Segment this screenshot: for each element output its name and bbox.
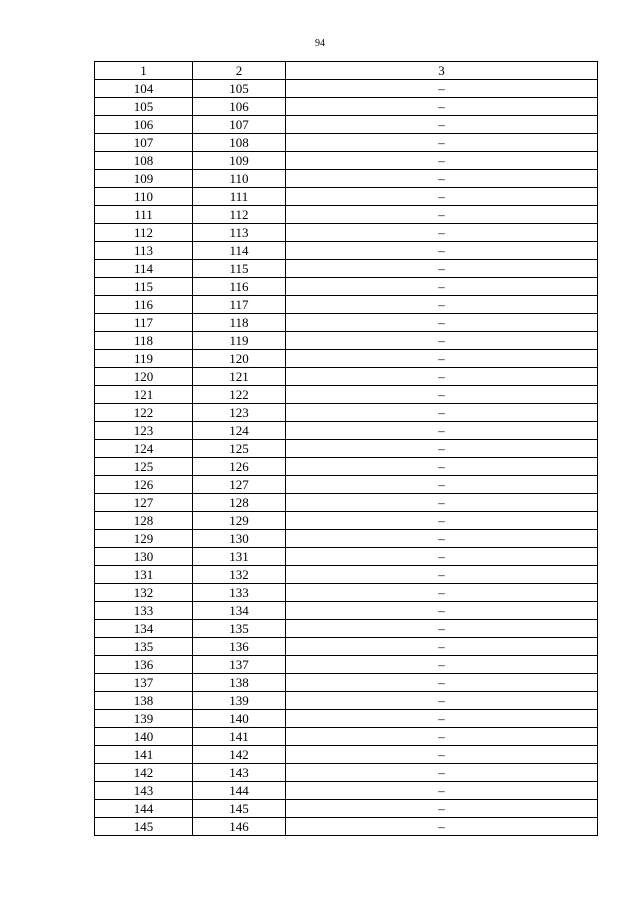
table-row (95, 332, 598, 350)
table-cell-col-3: – (286, 98, 598, 116)
table-cell-col-3: – (286, 422, 598, 440)
table-cell-col-3: – (286, 242, 598, 260)
table-cell-col-2: 139 (193, 692, 286, 710)
table-cell-col-2: 145 (193, 800, 286, 818)
table-cell-col-3: – (286, 710, 598, 728)
table-row (95, 494, 598, 512)
table-cell-col-1: 133 (95, 602, 193, 620)
table-cell-col-3: – (286, 296, 598, 314)
table-row (95, 80, 598, 98)
table-cell-col-1: 124 (95, 440, 193, 458)
table-cell-col-1: 126 (95, 476, 193, 494)
table-cell-col-1: 141 (95, 746, 193, 764)
table-cell-col-2: 106 (193, 98, 286, 116)
table-cell-col-2: 138 (193, 674, 286, 692)
table-cell-col-3: – (286, 350, 598, 368)
table-row (95, 620, 598, 638)
table-cell-col-2: 121 (193, 368, 286, 386)
table-row (95, 224, 598, 242)
table-body (95, 80, 598, 836)
table-row (95, 116, 598, 134)
table-cell-col-3: – (286, 638, 598, 656)
table-cell-col-1: 139 (95, 710, 193, 728)
table-row (95, 152, 598, 170)
table-row (95, 710, 598, 728)
table-row (95, 98, 598, 116)
table-cell-col-3: – (286, 566, 598, 584)
table-row (95, 566, 598, 584)
table-cell-col-1: 105 (95, 98, 193, 116)
table-row (95, 512, 598, 530)
table-cell-col-3: – (286, 764, 598, 782)
table-cell-col-1: 122 (95, 404, 193, 422)
table-cell-col-2: 146 (193, 818, 286, 836)
table-cell-col-1: 127 (95, 494, 193, 512)
table-cell-col-3: – (286, 620, 598, 638)
table-cell-col-2: 135 (193, 620, 286, 638)
table-cell-col-1: 120 (95, 368, 193, 386)
table-cell-col-3: – (286, 800, 598, 818)
table-row (95, 800, 598, 818)
table-row (95, 602, 598, 620)
table-cell-col-1: 107 (95, 134, 193, 152)
table-cell-col-3: – (286, 152, 598, 170)
table-cell-col-2: 144 (193, 782, 286, 800)
table-cell-col-2: 125 (193, 440, 286, 458)
table-cell-col-1: 144 (95, 800, 193, 818)
table-cell-col-1: 132 (95, 584, 193, 602)
table-cell-col-2: 117 (193, 296, 286, 314)
table-cell-col-1: 110 (95, 188, 193, 206)
table-cell-col-1: 118 (95, 332, 193, 350)
table-cell-col-1: 108 (95, 152, 193, 170)
table-row (95, 638, 598, 656)
table-row (95, 188, 598, 206)
table-cell-col-3: – (286, 674, 598, 692)
table-cell-col-2: 133 (193, 584, 286, 602)
table-cell-col-3: – (286, 818, 598, 836)
table-row (95, 530, 598, 548)
table-cell-col-1: 137 (95, 674, 193, 692)
table-cell-col-2: 110 (193, 170, 286, 188)
table-row (95, 368, 598, 386)
table-cell-col-1: 135 (95, 638, 193, 656)
table-cell-col-2: 120 (193, 350, 286, 368)
table-cell-col-2: 109 (193, 152, 286, 170)
table-cell-col-3: – (286, 386, 598, 404)
table-cell-col-1: 130 (95, 548, 193, 566)
data-table (94, 61, 598, 836)
table-cell-col-1: 125 (95, 458, 193, 476)
table-row (95, 296, 598, 314)
table-cell-col-2: 108 (193, 134, 286, 152)
table-cell-col-2: 131 (193, 548, 286, 566)
table-cell-col-2: 111 (193, 188, 286, 206)
table-cell-col-2: 142 (193, 746, 286, 764)
table-cell-col-3: – (286, 458, 598, 476)
table-cell-col-1: 140 (95, 728, 193, 746)
table-cell-col-1: 117 (95, 314, 193, 332)
table-row (95, 746, 598, 764)
table-cell-col-2: 123 (193, 404, 286, 422)
table-cell-col-3: – (286, 728, 598, 746)
table-cell-col-1: 109 (95, 170, 193, 188)
table-cell-col-3: – (286, 404, 598, 422)
table-cell-col-2: 128 (193, 494, 286, 512)
table-row (95, 278, 598, 296)
table-cell-col-1: 128 (95, 512, 193, 530)
table-cell-col-2: 130 (193, 530, 286, 548)
table-cell-col-2: 141 (193, 728, 286, 746)
table-cell-col-1: 136 (95, 656, 193, 674)
table-cell-col-1: 138 (95, 692, 193, 710)
table-cell-col-3: – (286, 260, 598, 278)
table-cell-col-2: 114 (193, 242, 286, 260)
table-cell-col-1: 123 (95, 422, 193, 440)
table-cell-col-3: – (286, 134, 598, 152)
table-cell-col-2: 119 (193, 332, 286, 350)
table-row (95, 170, 598, 188)
table-cell-col-1: 121 (95, 386, 193, 404)
table-cell-col-3: – (286, 188, 598, 206)
table-cell-col-1: 111 (95, 206, 193, 224)
table-cell-col-1: 143 (95, 782, 193, 800)
table-cell-col-3: – (286, 584, 598, 602)
table-cell-col-2: 107 (193, 116, 286, 134)
table-cell-col-3: – (286, 530, 598, 548)
table-row (95, 692, 598, 710)
table-row (95, 404, 598, 422)
table-row (95, 134, 598, 152)
table-cell-col-3: – (286, 116, 598, 134)
table-row (95, 548, 598, 566)
table-cell-col-2: 118 (193, 314, 286, 332)
table-row (95, 314, 598, 332)
table-cell-col-1: 119 (95, 350, 193, 368)
table-cell-col-1: 142 (95, 764, 193, 782)
table-cell-col-2: 137 (193, 656, 286, 674)
table-cell-col-3: – (286, 692, 598, 710)
table-row (95, 458, 598, 476)
table-cell-col-1: 113 (95, 242, 193, 260)
table-cell-col-3: – (286, 440, 598, 458)
table-row (95, 206, 598, 224)
table-cell-col-2: 140 (193, 710, 286, 728)
table-row (95, 818, 598, 836)
table-cell-col-2: 129 (193, 512, 286, 530)
table-cell-col-3: – (286, 476, 598, 494)
table-cell-col-1: 145 (95, 818, 193, 836)
table-cell-col-3: – (286, 512, 598, 530)
table-cell-col-2: 126 (193, 458, 286, 476)
table-cell-col-3: – (286, 332, 598, 350)
table-row (95, 440, 598, 458)
table-cell-col-2: 115 (193, 260, 286, 278)
table-cell-col-1: 115 (95, 278, 193, 296)
table-cell-col-1: 112 (95, 224, 193, 242)
column-header-1: 1 (95, 62, 193, 80)
table-row (95, 584, 598, 602)
table-row (95, 728, 598, 746)
table-row (95, 764, 598, 782)
table-cell-col-3: – (286, 494, 598, 512)
table-cell-col-1: 116 (95, 296, 193, 314)
table-cell-col-3: – (286, 782, 598, 800)
table-cell-col-2: 134 (193, 602, 286, 620)
table-cell-col-2: 124 (193, 422, 286, 440)
column-header-2: 2 (193, 62, 286, 80)
table-cell-col-1: 129 (95, 530, 193, 548)
table-cell-col-2: 127 (193, 476, 286, 494)
table-row (95, 674, 598, 692)
table-cell-col-3: – (286, 656, 598, 674)
column-header-3: 3 (286, 62, 598, 80)
table-cell-col-2: 132 (193, 566, 286, 584)
table-cell-col-2: 116 (193, 278, 286, 296)
table-cell-col-3: – (286, 602, 598, 620)
table-row (95, 656, 598, 674)
table-row (95, 242, 598, 260)
table-cell-col-2: 143 (193, 764, 286, 782)
table-cell-col-2: 105 (193, 80, 286, 98)
table-cell-col-1: 114 (95, 260, 193, 278)
table-row (95, 476, 598, 494)
table-cell-col-3: – (286, 314, 598, 332)
table-cell-col-3: – (286, 278, 598, 296)
table-row (95, 782, 598, 800)
table-cell-col-2: 113 (193, 224, 286, 242)
table-row (95, 260, 598, 278)
table-cell-col-3: – (286, 224, 598, 242)
table-cell-col-1: 106 (95, 116, 193, 134)
table-row (95, 386, 598, 404)
table-cell-col-3: – (286, 746, 598, 764)
table-row (95, 422, 598, 440)
table-cell-col-2: 112 (193, 206, 286, 224)
table-cell-col-2: 122 (193, 386, 286, 404)
table-cell-col-3: – (286, 206, 598, 224)
page-number: 94 (315, 38, 325, 49)
table-cell-col-3: – (286, 80, 598, 98)
table-cell-col-3: – (286, 170, 598, 188)
table-cell-col-2: 136 (193, 638, 286, 656)
table-cell-col-1: 104 (95, 80, 193, 98)
header-row (95, 62, 598, 80)
table-cell-col-1: 131 (95, 566, 193, 584)
table-cell-col-1: 134 (95, 620, 193, 638)
table-cell-col-3: – (286, 368, 598, 386)
table-cell-col-3: – (286, 548, 598, 566)
table-row (95, 350, 598, 368)
